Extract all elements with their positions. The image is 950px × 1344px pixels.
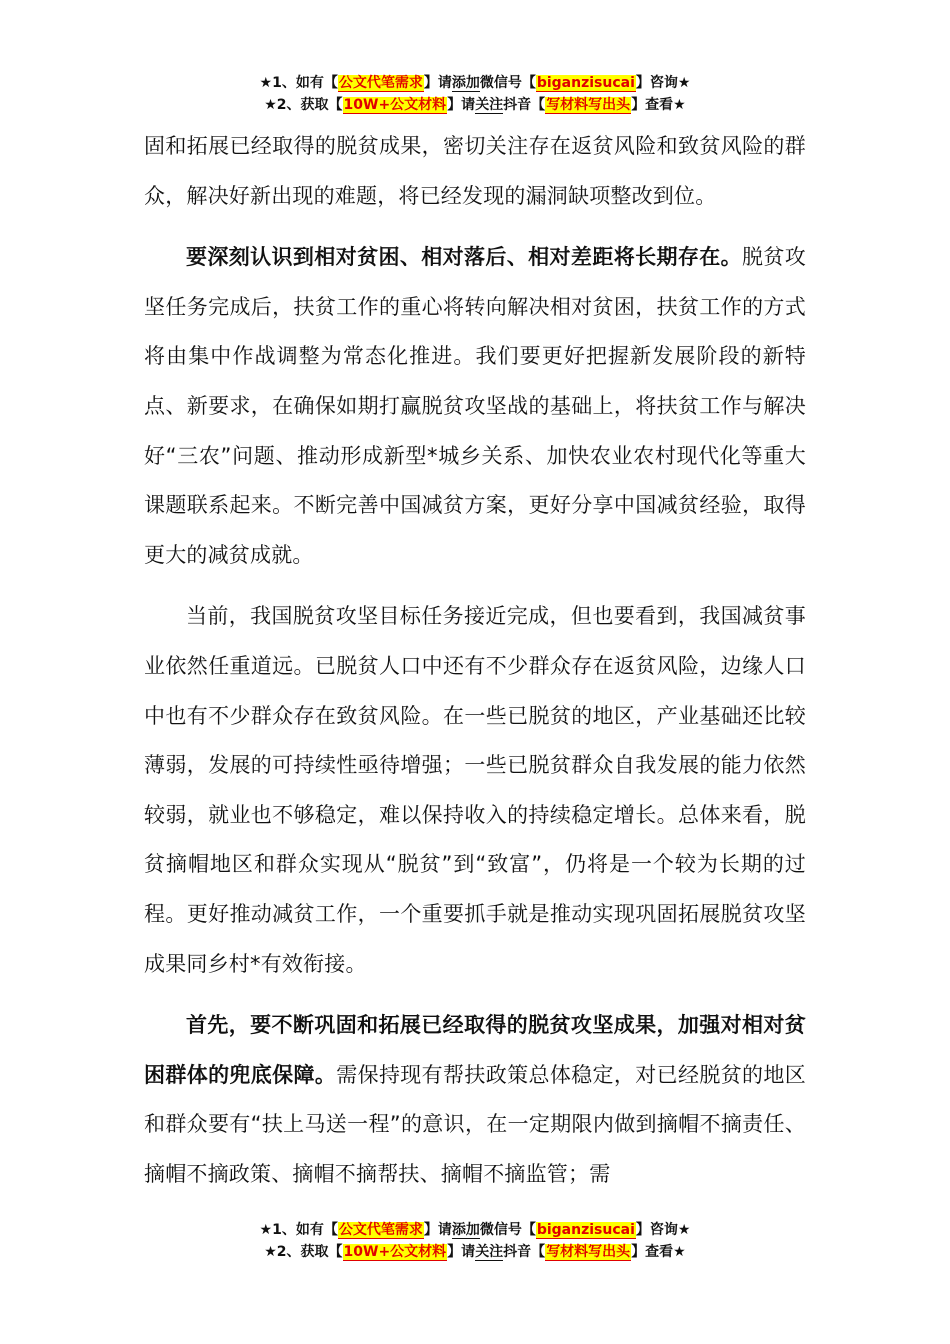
- paragraph-1: 固和拓展已经取得的脱贫成果，密切关注存在返贫风险和致贫风险的群众，解决好新出现的难题，将已经发现的漏洞缺项整改到位。: [144, 134, 806, 208]
- underline-follow: 关注: [475, 1244, 504, 1260]
- paragraph-2-heading: 要深刻认识到相对贫困、相对落后、相对差距将长期存在。: [186, 245, 743, 270]
- paragraph-4: 首先，要不断巩固和拓展已经取得的脱贫攻坚成果，加强对相对贫困群体的兜底保障。需保持现有帮扶政策总体稳定，对已经脱贫的地区和群众要有“扶上马送一程”的意识，在一定期限内做到摘帽不摘责任、摘帽不摘政策、摘帽不摘帮扶、摘帽不摘监管；需: [144, 1013, 806, 1186]
- highlight-douyin-id: 写材料写出头: [546, 97, 631, 113]
- header-banner: [0, 72, 950, 116]
- underline-add: 添加: [451, 1222, 480, 1238]
- paragraph-3: 当前，我国脱贫攻坚目标任务接近完成，但也要看到，我国减贫事业依然任重道远。已脱贫人口中还有不少群众存在返贫风险，边缘人口中也有不少群众存在致贫风险。在一些已脱贫的地区，产业基础还比较薄弱，发展的可持续性亟待增强；一些已脱贫群众自我发展的能力依然较弱，就业也不够稳定，难以保持收入的持续稳定增长。总体来看，脱贫摘帽地区和群众实现从“脱贫”到“致富”，仍将是一个较为长期的过程。更好推动减贫工作，一个重要抓手就是推动实现巩固拓展脱贫攻坚成果同乡村*有效衔接。: [144, 604, 806, 976]
- document-body: [144, 122, 806, 1199]
- underline-add: 添加: [451, 75, 480, 91]
- highlight-wechat-id: biganzisucai: [536, 1222, 635, 1238]
- highlight-materials: 10W+公文材料: [343, 97, 447, 113]
- highlight-service: 公文代笔需求: [338, 1222, 423, 1238]
- underline-follow: 关注: [475, 97, 504, 113]
- highlight-materials: 10W+公文材料: [343, 1244, 447, 1260]
- banner-line-2: ★2、获取【10W+公文材料】请关注抖音【写材料写出头】查看★: [264, 97, 686, 113]
- paragraph-2: 要深刻认识到相对贫困、相对落后、相对差距将长期存在。脱贫攻坚任务完成后，扶贫工作的重心将转向解决相对贫困，扶贫工作的方式将由集中作战调整为常态化推进。我们要更好把握新发展阶段的新特点、新要求，在确保如期打赢脱贫攻坚战的基础上，将扶贫工作与解决好“三农”问题、推动形成新型*城乡关系、加快农业农村现代化等重大课题联系起来。不断完善中国减贫方案，更好分享中国减贫经验，取得更大的减贫成就。: [144, 245, 806, 567]
- footer-line-1: ★1、如有【公文代笔需求】请添加微信号【biganzisucai】咨询★: [259, 1222, 691, 1238]
- banner-line-1: ★1、如有【公文代笔需求】请添加微信号【biganzisucai】咨询★: [259, 75, 691, 91]
- footer-banner: [0, 1219, 950, 1263]
- highlight-service: 公文代笔需求: [338, 75, 423, 91]
- highlight-douyin-id: 写材料写出头: [546, 1244, 631, 1260]
- paragraph-4-heading: 首先，要不断巩固和拓展已经取得的脱贫攻坚成果，加强对相对贫困群体的兜底保障。: [144, 1013, 806, 1087]
- footer-line-2: ★2、获取【10W+公文材料】请关注抖音【写材料写出头】查看★: [264, 1244, 686, 1260]
- highlight-wechat-id: biganzisucai: [536, 75, 635, 91]
